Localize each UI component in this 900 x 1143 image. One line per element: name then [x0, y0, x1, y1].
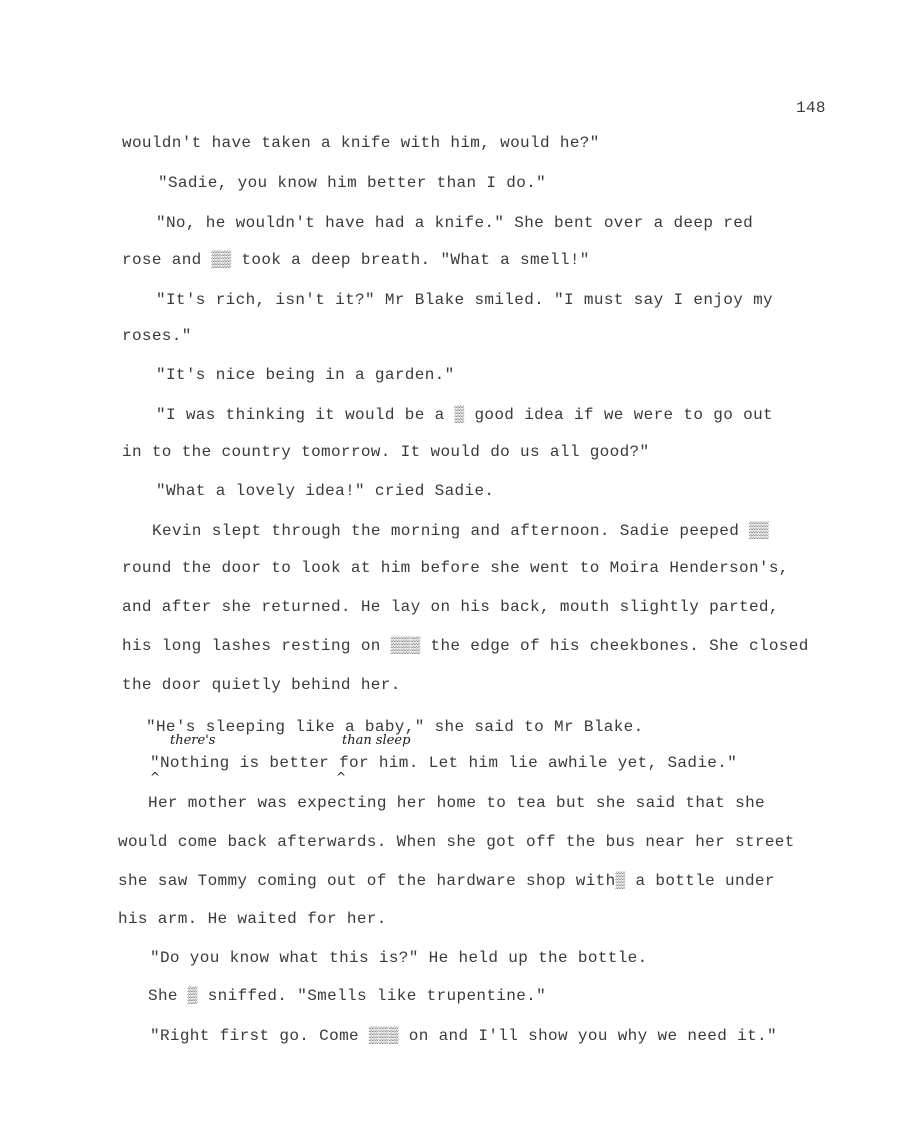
text-line: "Sadie, you know him better than I do." — [158, 174, 547, 192]
text-line: "I was thinking it would be a ▒ good idea if we were to go out — [156, 406, 773, 424]
text-line: his long lashes resting on ▒▒▒ the edge of his cheekbones. She closed — [122, 637, 809, 655]
handwritten-insertion: there's — [170, 733, 216, 748]
text-line: she saw Tommy coming out of the hardware shop with▒ a bottle under — [118, 872, 775, 890]
text-line: round the door to look at him before she went to Moira Henderson's, — [122, 559, 789, 577]
handwritten-insertion: than sleep — [342, 733, 411, 748]
text-line: "Do you know what this is?" He held up the bottle. — [150, 949, 648, 967]
text-line: "Right first go. Come ▒▒▒ on and I'll show you why we need it." — [150, 1027, 777, 1045]
text-line: "It's rich, isn't it?" Mr Blake smiled. "I must say I enjoy my — [156, 291, 773, 309]
insertion-caret: ^ — [150, 770, 161, 784]
text-line: would come back afterwards. When she got off the bus near her street — [118, 833, 795, 851]
page-number: 148 — [796, 99, 826, 117]
text-line: Kevin slept through the morning and afternoon. Sadie peeped ▒▒ — [152, 522, 769, 540]
insertion-caret: ^ — [336, 770, 347, 784]
text-line: roses." — [122, 327, 192, 345]
text-line: "No, he wouldn't have had a knife." She bent over a deep red — [156, 214, 754, 232]
text-line: rose and ▒▒ took a deep breath. "What a smell!" — [122, 251, 590, 269]
text-line: "It's nice being in a garden." — [156, 366, 455, 384]
text-line: the door quietly behind her. — [122, 676, 401, 694]
text-line: wouldn't have taken a knife with him, would he?" — [122, 134, 600, 152]
text-line: in to the country tomorrow. It would do us all good?" — [122, 443, 650, 461]
text-line: his arm. He waited for her. — [118, 910, 387, 928]
text-line: She ▒ sniffed. "Smells like trupentine." — [148, 987, 547, 1005]
text-line: "He's sleeping like a baby," she said to Mr Blake. — [146, 718, 644, 736]
text-line: "What a lovely idea!" cried Sadie. — [156, 482, 495, 500]
text-line: and after she returned. He lay on his back, mouth slightly parted, — [122, 598, 779, 616]
text-line: Her mother was expecting her home to tea but she said that she — [148, 794, 765, 812]
text-line: "Nothing is better for him. Let him lie awhile yet, Sadie." — [150, 754, 738, 772]
